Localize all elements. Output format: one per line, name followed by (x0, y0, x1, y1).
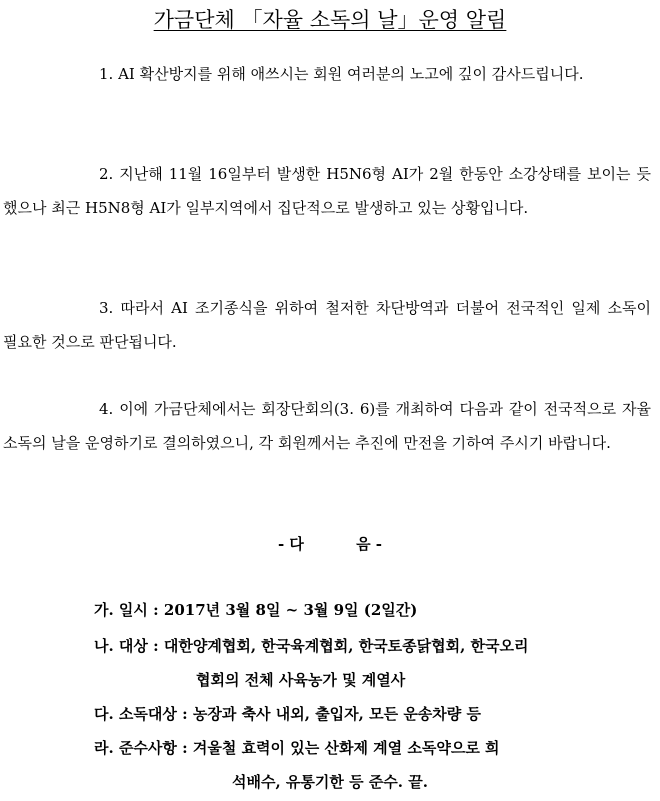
section-heading: - 다 음 - (277, 535, 383, 553)
list-item-compliance-line1: 라. 준수사항 : 겨울철 효력이 있는 산화제 계열 소독약으로 희 (94, 739, 500, 757)
paragraph-4: 4. 이에 가금단체에서는 회장단회의(3. 6)를 개최하여 다음과 같이 전국적으로 자율 소독의 날을 운영하기로 결의하였으니, 각 회원께서는 추진에 만전을 기하여 주시기 바랍니다. (3, 400, 651, 452)
list-item-target (94, 629, 650, 697)
paragraph-1: 1. AI 확산방지를 위해 애쓰시는 회원 여러분의 노고에 깊이 감사드립니다. (99, 65, 584, 83)
list-item-date (94, 593, 650, 627)
paragraph-3: 3. 따라서 AI 조기종식을 위하여 철저한 차단방역과 더불어 전국적인 일제 소독이 필요한 것으로 판단됩니다. (3, 299, 651, 351)
list-item-date-text: 가. 일시 : 2017년 3월 8일 ~ 3월 9일 (2일간) (94, 601, 418, 619)
document-title-text: 가금단체 「자율 소독의 날」운영 알림 (153, 8, 507, 32)
document-title (0, 6, 660, 34)
list-item-disinfection-target-text: 다. 소독대상 : 농장과 축사 내외, 출입자, 모든 운송차량 등 (94, 705, 481, 723)
list-item-disinfection-target (94, 697, 650, 731)
list-item-target-line2: 협회의 전체 사육농가 및 계열사 (196, 671, 406, 689)
list-item-compliance (94, 731, 650, 799)
list-item-target-line1: 나. 대상 : 대한양계협회, 한국육계협회, 한국토종닭협회, 한국오리 (94, 637, 529, 655)
list-item-compliance-line2: 석배수, 유통기한 등 준수. 끝. (232, 773, 428, 791)
paragraph-2: 2. 지난해 11월 16일부터 발생한 H5N6형 AI가 2월 한동안 소강상태를 보이는 듯 했으나 최근 H5N8형 AI가 일부지역에서 집단적으로 발생하고 있는 상황입니다. (3, 165, 651, 217)
